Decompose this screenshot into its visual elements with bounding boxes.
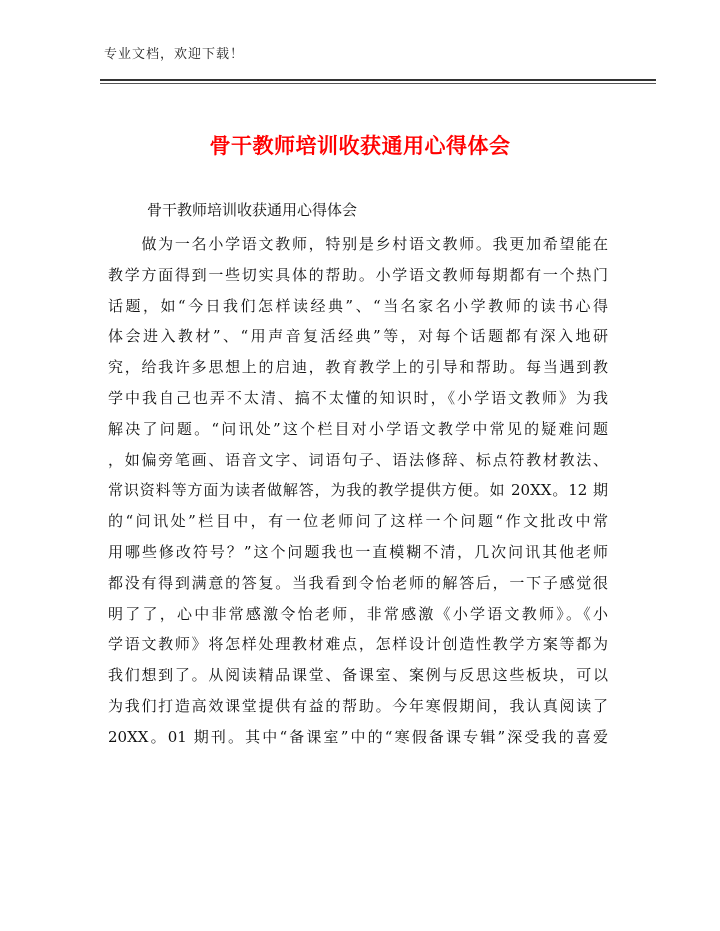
body-line: 都没有得到满意的答复。当我看到令怡老师的解答后，一下子感觉很 bbox=[108, 573, 608, 592]
body-line: 学中我自己也弄不太清、搞不太懂的知识时，《小学语文教师》为我 bbox=[108, 388, 608, 407]
body-line: 做为一名小学语文教师，特别是乡村语文教师。我更加希望能在 bbox=[108, 235, 608, 253]
header-divider-thin bbox=[100, 83, 656, 84]
body-line: 常识资料等方面为读者做解答，为我的教学提供方便。如 20XX。12 期 bbox=[108, 481, 608, 500]
body-line: 的“问讯处”栏目中，有一位老师问了这样一个问题“作文批改中常 bbox=[108, 512, 608, 531]
header-note: 专业文档，欢迎下载！ bbox=[104, 47, 245, 62]
document-body bbox=[108, 229, 608, 753]
body-line: 学语文教师》将怎样处理教材难点，怎样设计创造性教学方案等都为 bbox=[108, 635, 608, 654]
body-line: ，如偏旁笔画、语音文字、词语句子、语法修辞、标点符教材教法、 bbox=[108, 450, 608, 469]
document-subtitle: 骨干教师培训收获通用心得体会 bbox=[147, 201, 358, 219]
body-line: 解决了问题。“问讯处”这个栏目对小学语文教学中常见的疑难问题 bbox=[108, 419, 608, 438]
body-line: 究，给我许多思想上的启迪，教育教学上的引导和帮助。每当遇到教 bbox=[108, 358, 608, 377]
body-line: 20XX。01 期刊。其中“备课室”中的“寒假备课专辑”深受我的喜爱 bbox=[108, 727, 608, 746]
body-line: 为我们打造高效课堂提供有益的帮助。今年寒假期间，我认真阅读了 bbox=[108, 696, 608, 715]
body-line: 我们想到了。从阅读精品课堂、备课室、案例与反思这些板块，可以 bbox=[108, 666, 608, 685]
header-divider-thick bbox=[100, 79, 656, 81]
body-line: 用哪些修改符号？”这个问题我也一直模糊不清，几次问讯其他老师 bbox=[108, 542, 608, 561]
body-line: 明了了，心中非常感激令怡老师，非常感激《小学语文教师》。《小 bbox=[108, 604, 608, 623]
document-title: 骨干教师培训收获通用心得体会 bbox=[209, 134, 511, 158]
body-line: 体会进入教材”、“用声音复活经典”等，对每个话题都有深入地研 bbox=[108, 327, 608, 346]
body-line: 教学方面得到一些切实具体的帮助。小学语文教师每期都有一个热门 bbox=[108, 265, 608, 284]
body-line: 话题，如“今日我们怎样读经典”、“当名家名小学教师的读书心得 bbox=[108, 296, 608, 315]
